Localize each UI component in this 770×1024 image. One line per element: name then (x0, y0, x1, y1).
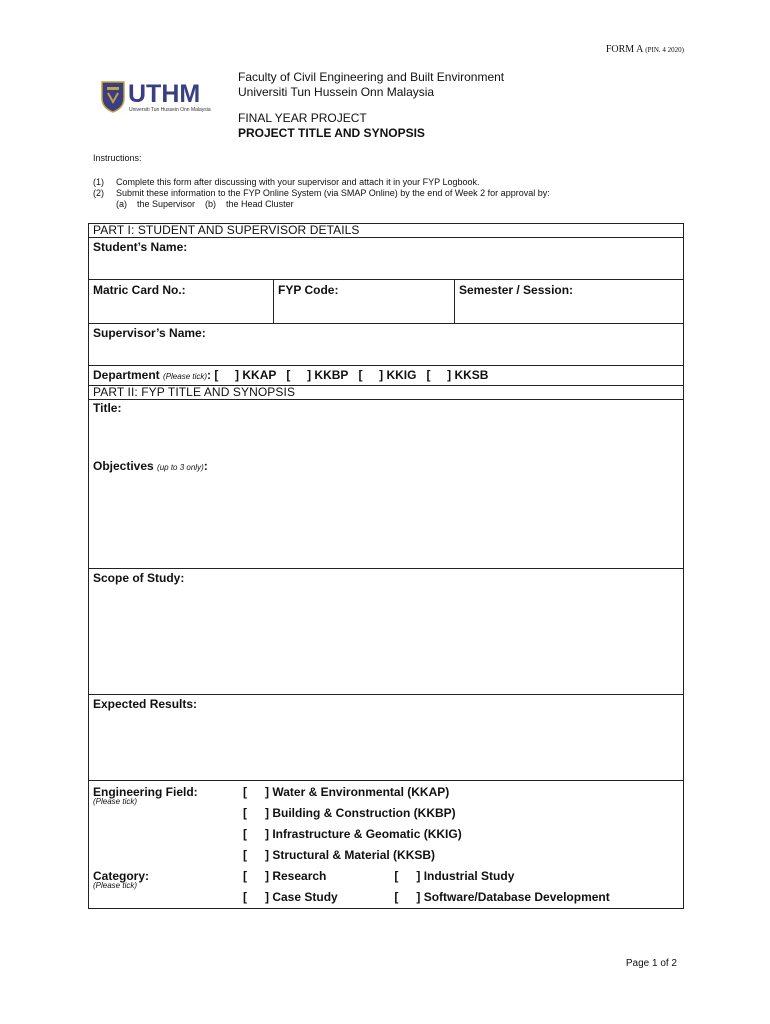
semester-field[interactable] (455, 280, 684, 324)
field-category-section (89, 781, 684, 909)
matric-label: Matric Card No.: (93, 283, 186, 297)
student-name-label: Student’s Name: (93, 240, 188, 254)
fyp-code-field[interactable] (274, 280, 455, 324)
dept-checkbox-kksb[interactable]: [ ] KKSB (426, 368, 489, 382)
category-option-case-study[interactable]: [ ] Case Study (243, 890, 338, 904)
part2-heading: PART II: FYP TITLE AND SYNOPSIS (89, 386, 684, 400)
field-option-kkig[interactable]: [ ] Infrastructure & Geomatic (KKIG) (243, 827, 462, 841)
form-title: PROJECT TITLE AND SYNOPSIS (238, 126, 425, 140)
dept-checkbox-kkbp[interactable]: [ ] KKBP (286, 368, 349, 382)
instruction-sub: (a) the Supervisor (b) the Head Cluster (116, 199, 294, 209)
logo-text: UTHM (128, 80, 201, 108)
fyp-code-label: FYP Code: (278, 283, 339, 297)
expected-results-field[interactable] (89, 695, 684, 781)
dept-checkbox-kkig[interactable]: [ ] KKIG (358, 368, 417, 382)
title-objectives-field[interactable] (89, 400, 684, 569)
dept-checkbox-kkap[interactable]: [ ] KKAP (214, 368, 277, 382)
matric-field[interactable] (89, 280, 274, 324)
category-option-industrial[interactable]: [ ] Industrial Study (394, 869, 515, 883)
department-hint: (Please tick) (163, 372, 208, 381)
logo-subtext: Universiti Tun Hussein Onn Malaysia (129, 107, 211, 113)
uthm-logo (98, 78, 228, 114)
university-name: Universiti Tun Hussein Onn Malaysia (238, 85, 435, 99)
form-code-main: FORM A (605, 44, 643, 55)
form-code-sub: (PIN. 4 2020) (645, 46, 684, 54)
scope-field[interactable] (89, 569, 684, 695)
department-row: Department (Please tick): [ ] KKAP [ ] KKBP [ ] KKIG [ ] KKSB (89, 366, 684, 386)
header (238, 70, 504, 141)
page-number: Page 1 of 2 (625, 958, 677, 969)
engineering-field-hint: (Please tick) (93, 797, 138, 806)
supervisor-label: Supervisor’s Name: (93, 326, 206, 340)
title-label: Title: (93, 401, 122, 415)
form-code (606, 44, 684, 55)
engineering-field-label: Engineering Field: (93, 785, 198, 799)
objectives-hint: (up to 3 only) (157, 463, 204, 472)
form-table (88, 223, 684, 909)
part1-heading: PART I: STUDENT AND SUPERVISOR DETAILS (89, 224, 684, 238)
instruction-item: (2) Submit these information to the FYP Online System (via SMAP Online) by the end of Week 2 for approval by: (93, 188, 550, 198)
department-label: Department (93, 368, 160, 382)
objectives-label: Objectives (up to 3 only): (93, 459, 208, 473)
category-option-research[interactable]: [ ] Research (243, 869, 327, 883)
semester-label: Semester / Session: (459, 283, 574, 297)
faculty-name: Faculty of Civil Engineering and Built Environment (238, 70, 505, 84)
field-option-kkbp[interactable]: [ ] Building & Construction (KKBP) (243, 806, 456, 820)
category-hint: (Please tick) (93, 881, 138, 890)
expected-label: Expected Results: (93, 697, 198, 711)
supervisor-name-field[interactable] (89, 324, 684, 366)
instructions-heading: Instructions: (93, 153, 142, 163)
instruction-item: (1) Complete this form after discussing with your supervisor and attach it in your FYP Logbook. (93, 177, 480, 187)
category-option-software[interactable]: [ ] Software/Database Development (394, 890, 610, 904)
field-option-kkap[interactable]: [ ] Water & Environmental (KKAP) (243, 785, 450, 799)
project-label: FINAL YEAR PROJECT (238, 111, 367, 125)
category-label: Category: (93, 869, 150, 883)
field-option-kksb[interactable]: [ ] Structural & Material (KKSB) (243, 848, 436, 862)
scope-label: Scope of Study: (93, 571, 185, 585)
instructions-list (93, 177, 550, 210)
student-name-field[interactable] (89, 238, 684, 280)
